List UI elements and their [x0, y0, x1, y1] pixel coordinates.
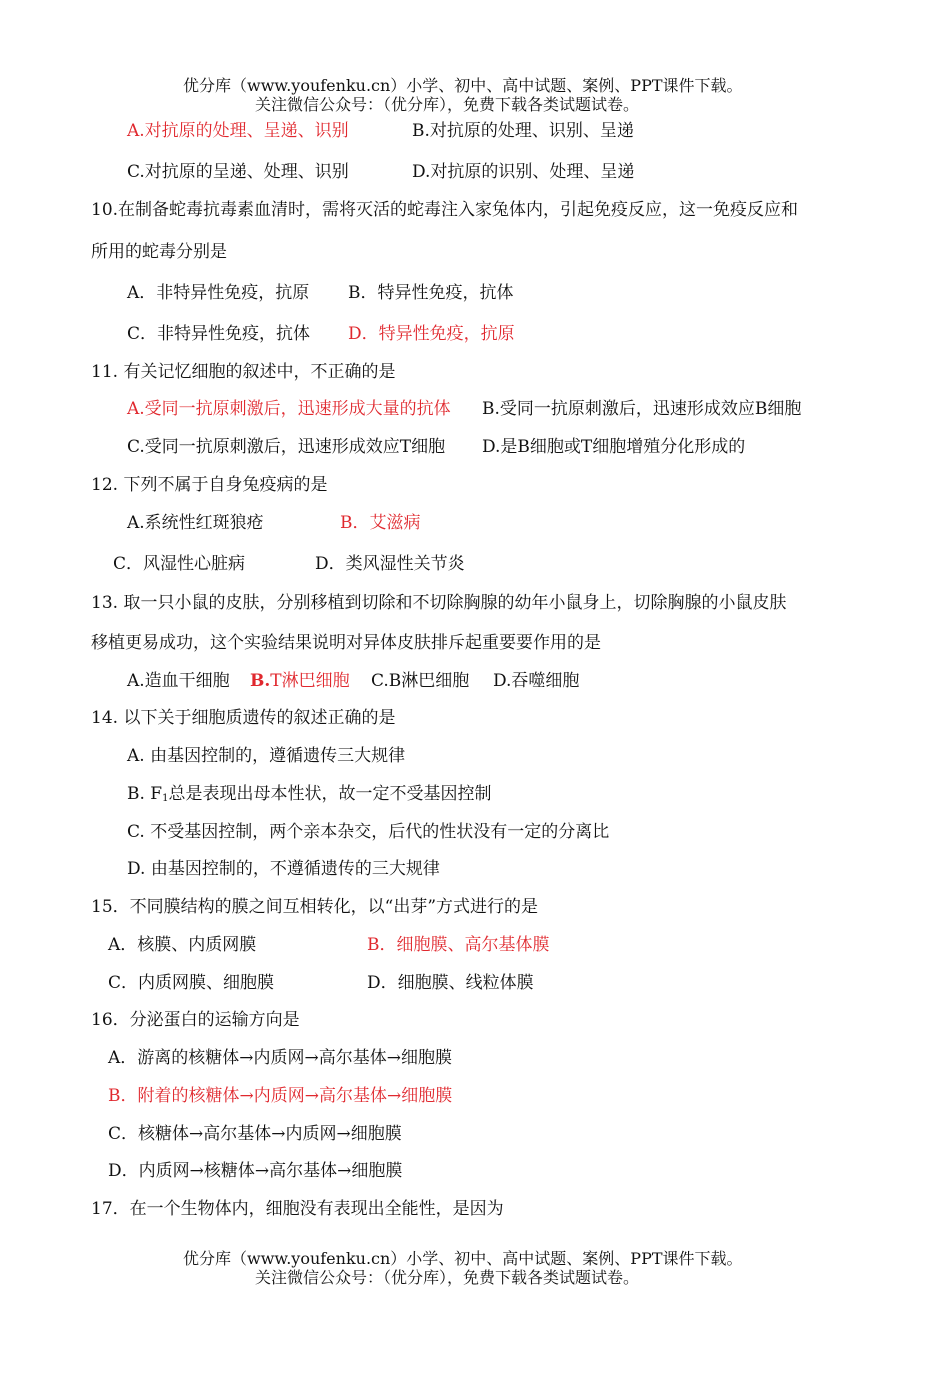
q11-stem: 11. 有关记忆细胞的叙述中，不正确的是: [91, 362, 396, 382]
q9-option-b: B.对抗原的处理、识别、呈递: [412, 121, 634, 141]
q13-option-b: [250, 670, 350, 692]
q10-stem-line-2: 所用的蛇毒分别是: [91, 242, 227, 262]
q11-option-d: D.是B细胞或T细胞增殖分化形成的: [482, 437, 746, 457]
q13-option-a: A.造血干细胞: [127, 671, 230, 691]
q10-option-a: A．非特异性免疫，抗原: [127, 283, 310, 303]
q14-option-b-subscript: 1: [162, 793, 169, 804]
q13-option-c: C.B淋巴细胞: [371, 671, 470, 691]
q10-option-b: B．特异性免疫，抗体: [348, 283, 514, 303]
q14-option-b-text: 总是表现出母本性状，故一定不受基因控制: [168, 784, 492, 804]
q9-option-a: A.对抗原的处理、呈递、识别: [127, 121, 349, 141]
q11-option-c: C.受同一抗原刺激后，迅速形成效应T细胞: [127, 437, 446, 457]
q10-option-d: D．特异性免疫，抗原: [348, 324, 515, 344]
q9-option-d: D.对抗原的识别、处理、呈递: [412, 162, 635, 182]
q15-option-a: A．核膜、内质网膜: [108, 935, 257, 955]
q13-option-b-text: T淋巴细胞: [270, 671, 350, 691]
q16-option-d: D．内质网→核糖体→高尔基体→细胞膜: [108, 1161, 403, 1181]
q12-option-d: D．类风湿性关节炎: [315, 554, 465, 574]
q11-option-b: B.受同一抗原刺激后，迅速形成效应B细胞: [482, 399, 802, 419]
q14-option-a: A. 由基因控制的，遵循遗传三大规律: [127, 746, 406, 766]
q16-option-a: A．游离的核糖体→内质网→高尔基体→细胞膜: [108, 1048, 453, 1068]
q14-option-c: C. 不受基因控制，两个亲本杂交，后代的性状没有一定的分离比: [127, 822, 610, 842]
footer-line-2: 关注微信公众号：（优分库），免费下载各类试题试卷。: [255, 1268, 640, 1287]
q12-option-a: A.系统性红斑狼疮: [127, 513, 264, 533]
q16-option-b: B．附着的核糖体→内质网→高尔基体→细胞膜: [108, 1086, 453, 1106]
q13-stem-line-1: 13. 取一只小鼠的皮肤，分别移植到切除和不切除胸腺的幼年小鼠身上，切除胸腺的小鼠皮肤: [91, 593, 787, 613]
q17-stem: 17．在一个生物体内，细胞没有表现出全能性，是因为: [91, 1199, 504, 1219]
q11-option-a: A.受同一抗原刺激后，迅速形成大量的抗体: [127, 399, 451, 419]
q13-option-d: D.吞噬细胞: [493, 671, 580, 691]
q12-option-b: B．艾滋病: [340, 513, 421, 533]
q14-option-b-prefix: B. F: [127, 784, 163, 804]
q15-stem: 15．不同膜结构的膜之间互相转化，以“出芽”方式进行的是: [91, 897, 539, 917]
q15-option-c: C．内质网膜、细胞膜: [108, 973, 275, 993]
q10-stem-line-1: 10.在制备蛇毒抗毒素血清时，需将灭活的蛇毒注入家兔体内，引起免疫反应，这一免疫反应和: [91, 200, 799, 220]
q15-option-d: D．细胞膜、线粒体膜: [367, 973, 534, 993]
footer-line-1: 优分库（www.youfenku.cn）小学、初中、高中试题、案例、PPT课件下载。: [183, 1249, 743, 1268]
q14-stem: 14. 以下关于细胞质遗传的叙述正确的是: [91, 708, 396, 728]
header-line-1: 优分库（www.youfenku.cn）小学、初中、高中试题、案例、PPT课件下载。: [183, 76, 743, 95]
q10-option-c: C．非特异性免疫，抗体: [127, 324, 311, 344]
q12-stem: 12. 下列不属于自身兔疫病的是: [91, 475, 328, 495]
q15-option-b: B．细胞膜、高尔基体膜: [367, 935, 550, 955]
q14-option-b: [127, 783, 491, 810]
q9-option-c: C.对抗原的呈递、处理、识别: [127, 162, 349, 182]
q13-option-b-letter: B.: [250, 671, 271, 691]
q13-stem-line-2: 移植更易成功，这个实验结果说明对异体皮肤排斥起重要要作用的是: [91, 633, 601, 653]
q14-option-d: D. 由基因控制的，不遵循遗传的三大规律: [127, 859, 440, 879]
header-line-2: 关注微信公众号：（优分库），免费下载各类试题试卷。: [255, 95, 640, 114]
q16-option-c: C．核糖体→高尔基体→内质网→细胞膜: [108, 1124, 402, 1144]
q12-option-c: C．风湿性心脏病: [113, 554, 246, 574]
q16-stem: 16．分泌蛋白的运输方向是: [91, 1010, 300, 1030]
